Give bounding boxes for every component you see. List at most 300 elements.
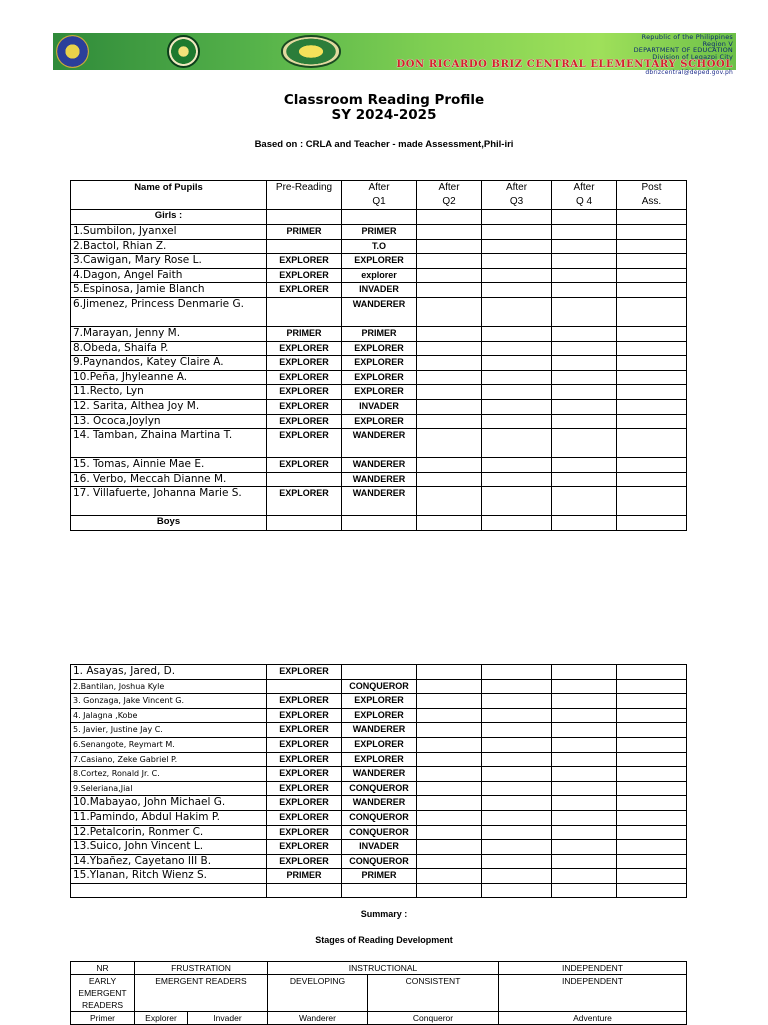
pre-reading-level: EXPLORER [267, 825, 342, 840]
girl-row [71, 283, 687, 298]
after-q1-level: WANDERER [342, 796, 417, 811]
empty-cell [342, 516, 417, 531]
empty-cell [417, 883, 482, 897]
girl-row [71, 385, 687, 400]
school-year: SY 2024-2025 [331, 107, 437, 123]
boy-row [71, 840, 687, 855]
pupil-name: 14.Ybañez, Cayetano III B. [71, 854, 267, 869]
invader-cell: Invader [188, 1012, 268, 1025]
after-q1-level: INVADER [342, 399, 417, 414]
empty-cell [71, 883, 267, 897]
pre-reading-level: EXPLORER [267, 737, 342, 752]
pupil-name: 14. Tamban, Zhaina Martina T. [71, 429, 267, 458]
pupil-name: 1.Sumbilon, Jyanxel [71, 225, 267, 240]
empty-cell [482, 326, 552, 341]
after-q1-level: INVADER [342, 840, 417, 855]
boy-row [71, 708, 687, 723]
girl-row [71, 429, 687, 458]
girl-row [71, 370, 687, 385]
empty-cell [417, 326, 482, 341]
empty-cell [417, 239, 482, 254]
empty-cell [617, 825, 687, 840]
empty-cell [552, 385, 617, 400]
empty-cell [482, 458, 552, 473]
empty-cell [482, 737, 552, 752]
empty-cell [482, 869, 552, 884]
section-row [71, 516, 687, 531]
empty-cell [552, 341, 617, 356]
empty-cell [552, 694, 617, 709]
pre-reading-level: EXPLORER [267, 429, 342, 458]
pre-reading-level [267, 472, 342, 487]
early-emergent-cell: EARLY EMERGENT READERS [71, 975, 135, 1012]
after-q1-level: EXPLORER [342, 752, 417, 767]
empty-cell [482, 254, 552, 269]
boy-row [71, 665, 687, 680]
pre-reading-level: EXPLORER [267, 268, 342, 283]
empty-cell [417, 752, 482, 767]
empty-cell [552, 268, 617, 283]
pre-reading-level: EXPLORER [267, 414, 342, 429]
empty-cell [482, 781, 552, 796]
pre-reading-level: EXPLORER [267, 370, 342, 385]
empty-cell [552, 665, 617, 680]
empty-cell [417, 679, 482, 694]
after-q1-level: PRIMER [342, 326, 417, 341]
after-q1-level: WANDERER [342, 487, 417, 516]
division-seal-logo [167, 35, 200, 68]
empty-cell [617, 796, 687, 811]
empty-cell [617, 399, 687, 414]
banner-contact: dbrizcentral@deped.gov.ph [645, 69, 733, 76]
pre-reading-level: EXPLORER [267, 752, 342, 767]
boy-row [71, 781, 687, 796]
empty-cell [617, 370, 687, 385]
primer-cell: Primer [71, 1012, 135, 1025]
pupil-name: 4.Dagon, Angel Faith [71, 268, 267, 283]
pupil-name: 8.Obeda, Shaifa P. [71, 341, 267, 356]
empty-cell [482, 854, 552, 869]
empty-cell [267, 516, 342, 531]
empty-cell [552, 283, 617, 298]
after-q1-level: EXPLORER [342, 385, 417, 400]
empty-cell [617, 840, 687, 855]
empty-cell [482, 341, 552, 356]
explorer-cell: Explorer [135, 1012, 188, 1025]
pupil-name: 15. Tomas, Ainnie Mae E. [71, 458, 267, 473]
empty-cell [482, 767, 552, 782]
empty-cell [417, 254, 482, 269]
empty-cell [482, 665, 552, 680]
after-q1-level: EXPLORER [342, 708, 417, 723]
after-q1-level: explorer [342, 268, 417, 283]
boy-row [71, 767, 687, 782]
col-name-header: Name of Pupils [71, 181, 267, 210]
empty-cell [417, 268, 482, 283]
girl-row [71, 268, 687, 283]
consistent-cell: CONSISTENT [368, 975, 499, 1012]
pupil-name: 11.Pamindo, Abdul Hakim P. [71, 810, 267, 825]
pre-reading-level [267, 679, 342, 694]
pre-reading-level: EXPLORER [267, 694, 342, 709]
empty-cell [482, 297, 552, 326]
empty-cell [482, 472, 552, 487]
wanderer-cell: Wanderer [268, 1012, 368, 1025]
empty-cell [617, 254, 687, 269]
pupil-name: 10.Peña, Jhyleanne A. [71, 370, 267, 385]
boy-row [71, 723, 687, 738]
pre-reading-level: EXPLORER [267, 840, 342, 855]
empty-cell [552, 767, 617, 782]
adventure-cell: Adventure [499, 1012, 687, 1025]
empty-cell [417, 370, 482, 385]
empty-cell [482, 708, 552, 723]
after-q1-level: CONQUEROR [342, 810, 417, 825]
empty-cell [617, 737, 687, 752]
empty-cell [482, 283, 552, 298]
col-q1-header: After Q1 [342, 181, 417, 210]
summary-row-levels [71, 1012, 687, 1025]
girl-row [71, 399, 687, 414]
empty-cell [552, 781, 617, 796]
girl-row [71, 356, 687, 371]
after-q1-level: CONQUEROR [342, 679, 417, 694]
empty-cell [417, 737, 482, 752]
after-q1-level: PRIMER [342, 225, 417, 240]
pre-reading-level: EXPLORER [267, 385, 342, 400]
empty-cell [552, 825, 617, 840]
empty-cell [617, 385, 687, 400]
empty-cell [417, 487, 482, 516]
empty-cell [552, 796, 617, 811]
stages-label: Stages of Reading Development [315, 935, 453, 945]
after-q1-level: EXPLORER [342, 341, 417, 356]
empty-cell [617, 326, 687, 341]
pupil-name: 5.Espinosa, Jamie Blanch [71, 283, 267, 298]
pupil-name: 12. Sarita, Althea Joy M. [71, 399, 267, 414]
empty-cell [417, 723, 482, 738]
empty-cell [482, 516, 552, 531]
banner-line-region: Region V [702, 39, 733, 48]
pupil-name: 2.Bantilan, Joshua Kyle [71, 679, 267, 694]
pre-reading-level [267, 239, 342, 254]
pre-reading-level: EXPLORER [267, 781, 342, 796]
empty-cell [417, 414, 482, 429]
col-q4-header: After Q 4 [552, 181, 617, 210]
empty-cell [482, 268, 552, 283]
empty-cell [617, 283, 687, 298]
empty-cell [552, 840, 617, 855]
boy-row [71, 796, 687, 811]
page-title: Classroom Reading Profile [283, 92, 485, 108]
empty-cell [552, 399, 617, 414]
independent-cell: INDEPENDENT [499, 962, 687, 975]
empty-cell [617, 268, 687, 283]
empty-cell [617, 767, 687, 782]
pupil-name: 4. Jalagna ,Kobe [71, 708, 267, 723]
empty-cell [417, 840, 482, 855]
empty-cell [267, 883, 342, 897]
empty-cell [552, 516, 617, 531]
pupil-name: 7.Casiano, Zeke Gabriel P. [71, 752, 267, 767]
empty-cell [617, 854, 687, 869]
empty-cell [482, 883, 552, 897]
girl-row [71, 297, 687, 326]
empty-cell [617, 458, 687, 473]
after-q1-level: WANDERER [342, 472, 417, 487]
nr-cell: NR [71, 962, 135, 975]
girl-row [71, 239, 687, 254]
empty-cell [417, 297, 482, 326]
empty-cell [417, 854, 482, 869]
empty-cell [617, 781, 687, 796]
pre-reading-level: EXPLORER [267, 399, 342, 414]
boy-row [71, 810, 687, 825]
pre-reading-level: EXPLORER [267, 487, 342, 516]
emergent-cell: EMERGENT READERS [135, 975, 268, 1012]
empty-cell [552, 370, 617, 385]
empty-cell [417, 694, 482, 709]
empty-cell [552, 326, 617, 341]
empty-cell [482, 487, 552, 516]
empty-cell [482, 225, 552, 240]
banner-text [353, 34, 733, 76]
col-post-header: Post Ass. [617, 181, 687, 210]
empty-cell [617, 883, 687, 897]
empty-cell [617, 810, 687, 825]
empty-cell [482, 752, 552, 767]
developing-cell: DEVELOPING [268, 975, 368, 1012]
after-q1-level: WANDERER [342, 429, 417, 458]
empty-cell [617, 487, 687, 516]
summary-row-stages [71, 975, 687, 1012]
empty-cell [482, 370, 552, 385]
pupil-name: 8.Cortez, Ronald Jr. C. [71, 767, 267, 782]
empty-cell [417, 516, 482, 531]
empty-cell [552, 356, 617, 371]
boy-row [71, 854, 687, 869]
empty-cell [482, 385, 552, 400]
pupil-name: 12.Petalcorin, Ronmer C. [71, 825, 267, 840]
after-q1-level [342, 665, 417, 680]
school-seal-logo [281, 35, 341, 68]
girls-section-row [71, 210, 687, 225]
pupil-name: 6.Senangote, Reymart M. [71, 737, 267, 752]
pre-reading-level: EXPLORER [267, 665, 342, 680]
empty-cell [552, 429, 617, 458]
empty-cell [552, 297, 617, 326]
empty-cell [482, 679, 552, 694]
pre-reading-level: EXPLORER [267, 283, 342, 298]
empty-cell [417, 356, 482, 371]
empty-cell [552, 752, 617, 767]
after-q1-level: PRIMER [342, 869, 417, 884]
pupil-name: 9.Seleriana,Jial [71, 781, 267, 796]
after-q1-level: EXPLORER [342, 737, 417, 752]
pre-reading-level: EXPLORER [267, 767, 342, 782]
col-q2-header: After Q2 [417, 181, 482, 210]
empty-cell [417, 825, 482, 840]
pre-reading-level [267, 297, 342, 326]
pre-reading-level: EXPLORER [267, 723, 342, 738]
pupil-name: 3. Gonzaga, Jake Vincent G. [71, 694, 267, 709]
empty-cell [417, 458, 482, 473]
empty-cell [417, 429, 482, 458]
empty-cell [482, 694, 552, 709]
empty-cell [482, 399, 552, 414]
empty-cell [552, 708, 617, 723]
banner-line-deped: DEPARTMENT OF EDUCATION [633, 46, 733, 54]
empty-cell [617, 341, 687, 356]
after-q1-level: INVADER [342, 283, 417, 298]
frustration-cell: FRUSTRATION [135, 962, 268, 975]
empty-cell [552, 723, 617, 738]
boy-row [71, 679, 687, 694]
after-q1-level: EXPLORER [342, 356, 417, 371]
empty-cell [552, 225, 617, 240]
pre-reading-level: EXPLORER [267, 854, 342, 869]
boy-row [71, 737, 687, 752]
pre-reading-level: EXPLORER [267, 458, 342, 473]
empty-cell [552, 883, 617, 897]
empty-cell [482, 810, 552, 825]
after-q1-level: EXPLORER [342, 414, 417, 429]
empty-cell [617, 297, 687, 326]
pupil-name: 17. Villafuerte, Johanna Marie S. [71, 487, 267, 516]
empty-cell [617, 665, 687, 680]
girl-row [71, 458, 687, 473]
empty-cell [552, 810, 617, 825]
empty-cell [617, 356, 687, 371]
after-q1-level: EXPLORER [342, 370, 417, 385]
after-q1-level: CONQUEROR [342, 781, 417, 796]
empty-cell [482, 356, 552, 371]
boy-row [71, 752, 687, 767]
empty-cell [417, 665, 482, 680]
pupil-name: 1. Asayas, Jared, D. [71, 665, 267, 680]
boy-row [71, 694, 687, 709]
boy-row [71, 869, 687, 884]
boy-row [71, 825, 687, 840]
empty-cell [417, 810, 482, 825]
pupil-name: 3.Cawigan, Mary Rose L. [71, 254, 267, 269]
girl-row [71, 254, 687, 269]
after-q1-level: EXPLORER [342, 254, 417, 269]
girl-row [71, 225, 687, 240]
girls-reading-table [70, 180, 687, 531]
after-q1-level: WANDERER [342, 767, 417, 782]
empty-cell [552, 414, 617, 429]
empty-cell [617, 694, 687, 709]
empty-cell [482, 239, 552, 254]
empty-cell [617, 869, 687, 884]
empty-cell [417, 869, 482, 884]
after-q1-level: T.O [342, 239, 417, 254]
empty-cell [552, 679, 617, 694]
empty-cell [342, 883, 417, 897]
empty-cell [617, 752, 687, 767]
assessment-basis: Based on : CRLA and Teacher - made Assessment,Phil-iri [254, 139, 514, 150]
boys-reading-table [70, 664, 687, 898]
pre-reading-level: EXPLORER [267, 254, 342, 269]
empty-cell [482, 723, 552, 738]
pupil-name: 13.Suico, John Vincent L. [71, 840, 267, 855]
after-q1-level: WANDERER [342, 297, 417, 326]
independent-stage-cell: INDEPENDENT [499, 975, 687, 1012]
empty-cell [552, 458, 617, 473]
pre-reading-level: PRIMER [267, 326, 342, 341]
pre-reading-level: PRIMER [267, 869, 342, 884]
after-q1-level: WANDERER [342, 458, 417, 473]
empty-cell [417, 341, 482, 356]
girl-row [71, 341, 687, 356]
empty-cell [552, 239, 617, 254]
after-q1-level: CONQUEROR [342, 854, 417, 869]
empty-cell [417, 472, 482, 487]
empty-cell [417, 781, 482, 796]
col-q3-header: After Q3 [482, 181, 552, 210]
pre-reading-level: EXPLORER [267, 708, 342, 723]
instructional-cell: INSTRUCTIONAL [268, 962, 499, 975]
pupil-name: 9.Paynandos, Katey Claire A. [71, 356, 267, 371]
deped-seal-logo [56, 35, 89, 68]
empty-cell [617, 723, 687, 738]
empty-cell [482, 429, 552, 458]
empty-cell [417, 225, 482, 240]
summary-label: Summary : [360, 909, 408, 919]
empty-cell [552, 472, 617, 487]
empty-cell [552, 854, 617, 869]
empty-cell [417, 283, 482, 298]
after-q1-level: EXPLORER [342, 694, 417, 709]
after-q1-level: CONQUEROR [342, 825, 417, 840]
empty-cell [417, 796, 482, 811]
empty-cell [417, 399, 482, 414]
empty-cell [552, 737, 617, 752]
girl-row [71, 487, 687, 516]
empty-cell [482, 414, 552, 429]
empty-cell [417, 708, 482, 723]
pre-reading-level: EXPLORER [267, 810, 342, 825]
pupil-name: 6.Jimenez, Princess Denmarie G. [71, 297, 267, 326]
after-q1-level: WANDERER [342, 723, 417, 738]
pupil-name: 7.Marayan, Jenny M. [71, 326, 267, 341]
empty-cell [617, 679, 687, 694]
stages-summary-table [70, 961, 687, 1025]
empty-cell [552, 869, 617, 884]
pupil-name: 13. Ococa,Joylyn [71, 414, 267, 429]
empty-cell [617, 429, 687, 458]
empty-cell [482, 840, 552, 855]
summary-row-categories [71, 962, 687, 975]
pre-reading-level: EXPLORER [267, 356, 342, 371]
school-banner [53, 33, 736, 76]
pre-reading-level: EXPLORER [267, 796, 342, 811]
empty-cell [617, 472, 687, 487]
empty-cell [617, 708, 687, 723]
empty-cell [617, 225, 687, 240]
empty-cell [417, 385, 482, 400]
conqueror-cell: Conqueror [368, 1012, 499, 1025]
header-row [71, 181, 687, 210]
empty-cell [617, 414, 687, 429]
banner-line-division: Division of Legazpi City [652, 52, 733, 61]
empty-cell [552, 487, 617, 516]
empty-cell [617, 516, 687, 531]
girl-row [71, 472, 687, 487]
pupil-name: 10.Mabayao, John Michael G. [71, 796, 267, 811]
banner-school-name: DON RICARDO BRIZ CENTRAL ELEMENTARY SCHOOL [396, 59, 733, 70]
